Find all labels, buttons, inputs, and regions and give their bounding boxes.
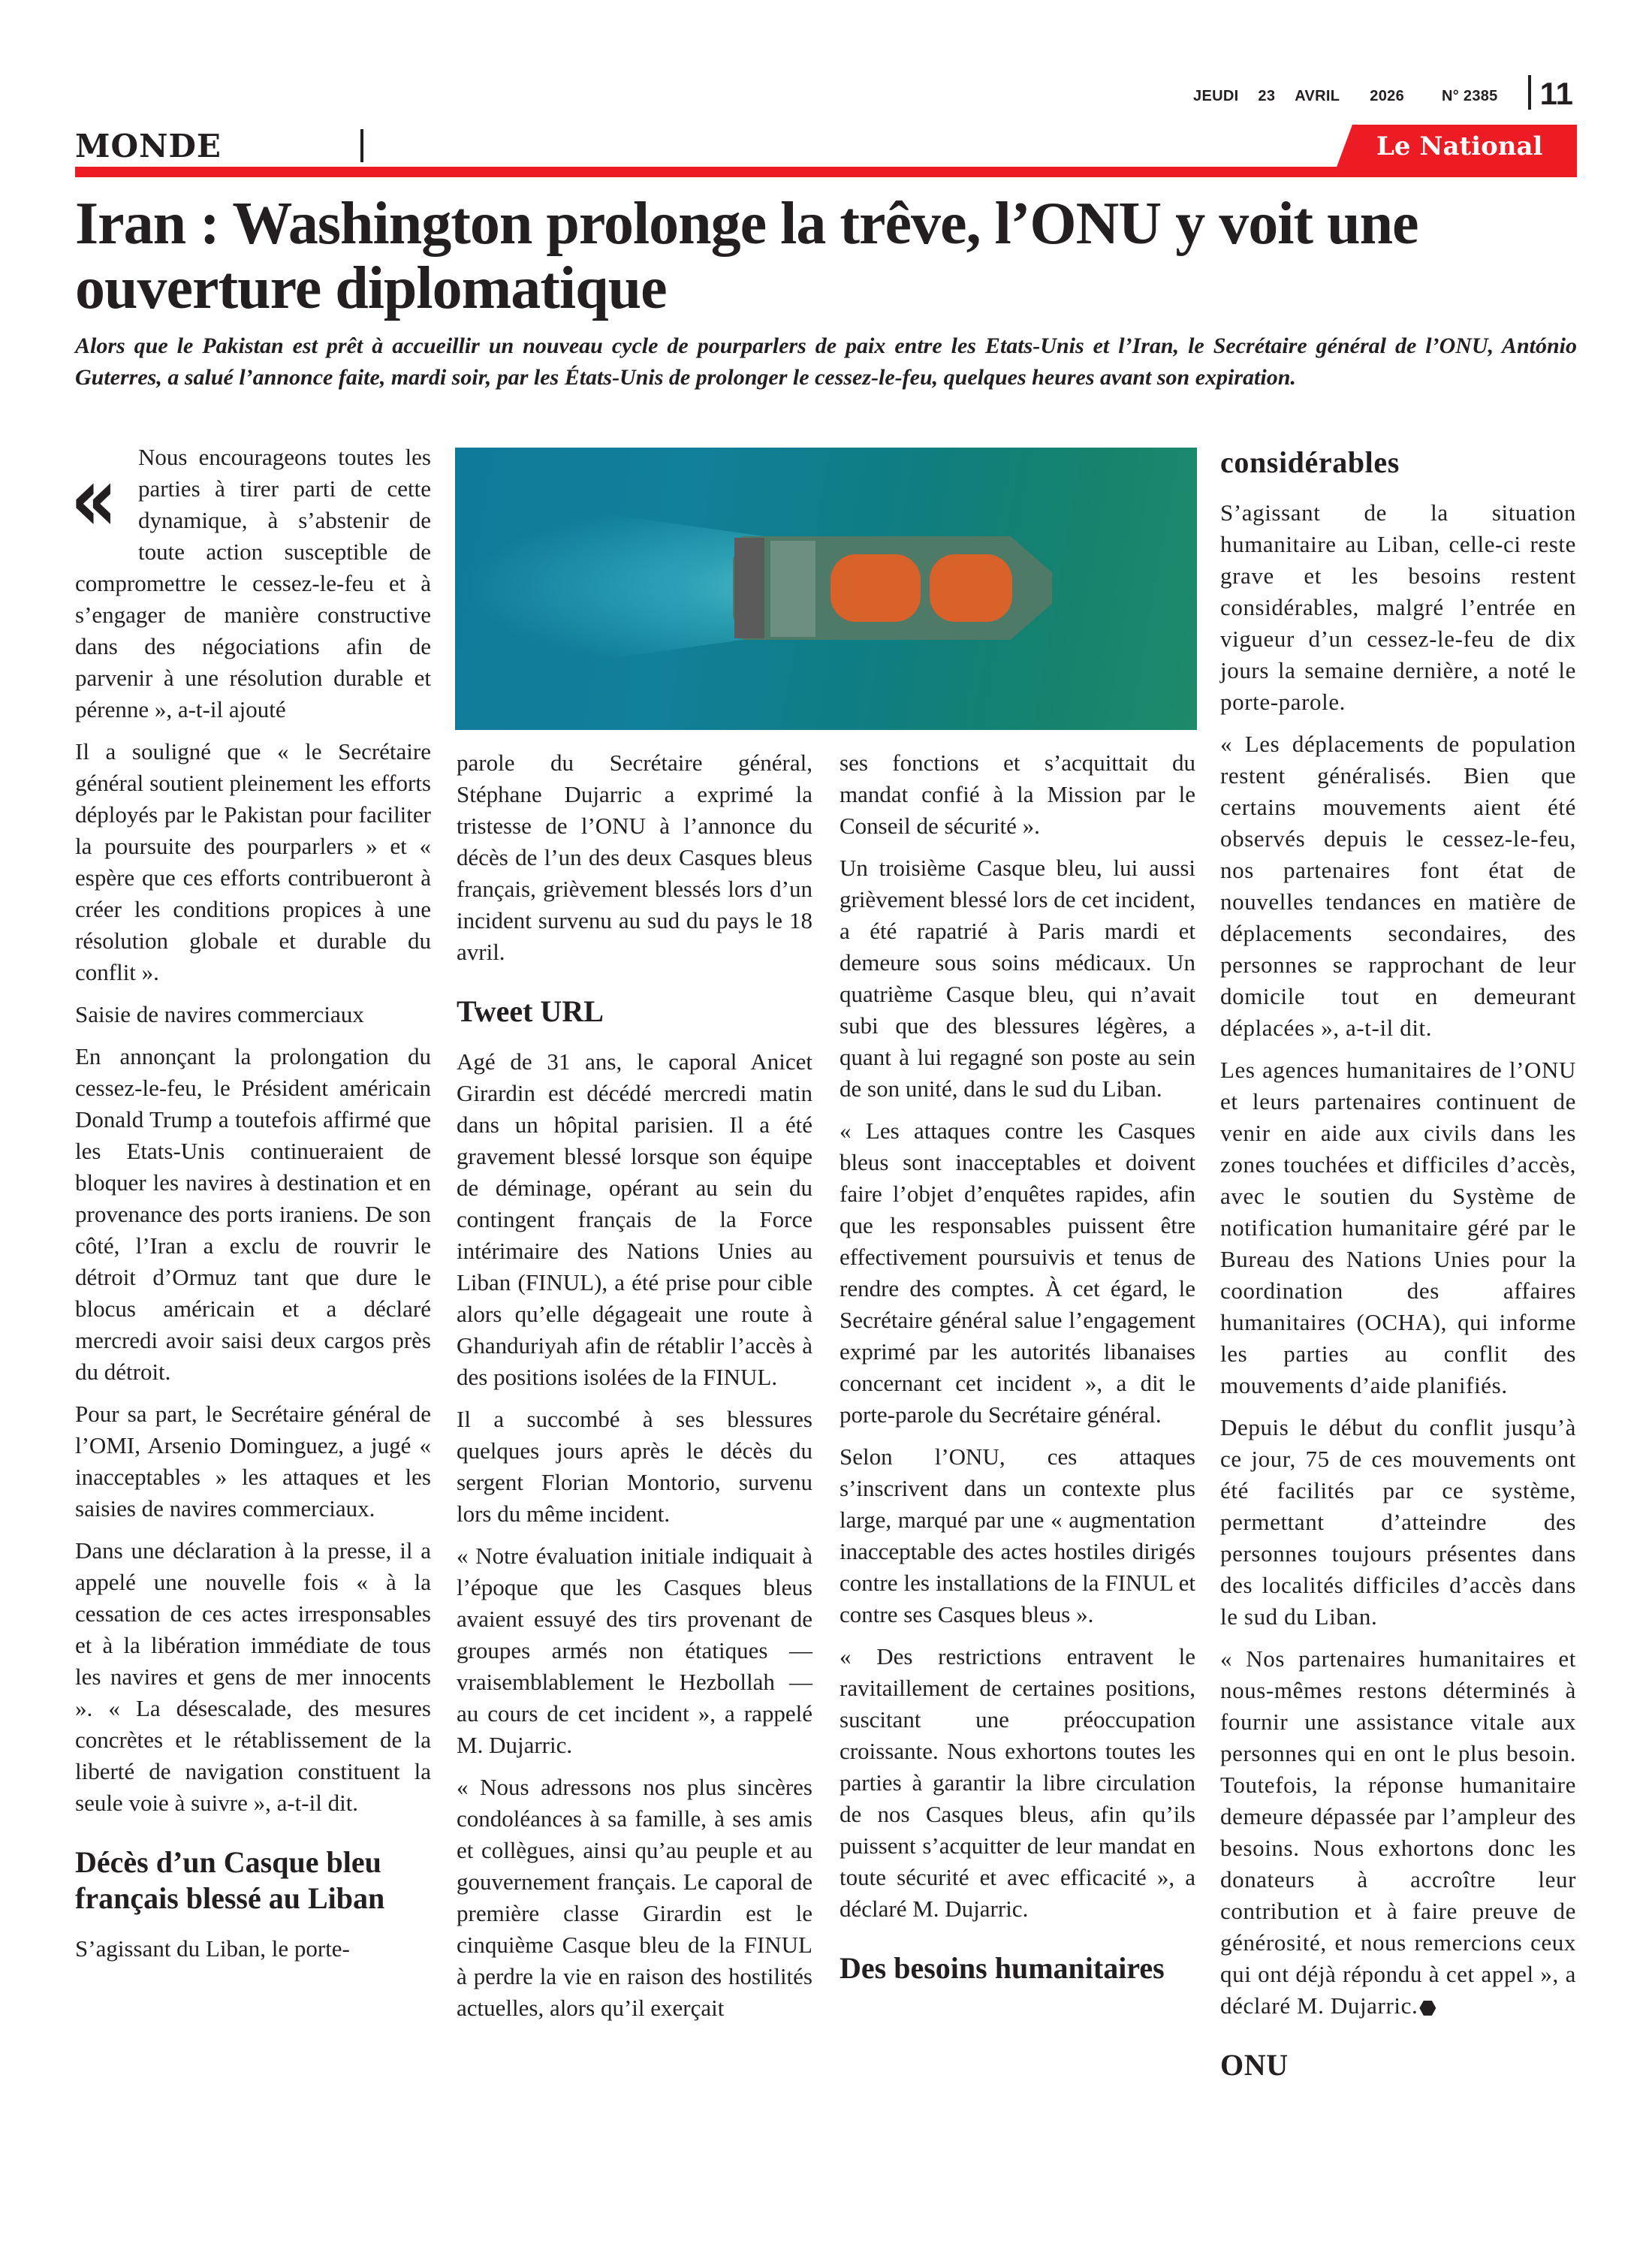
paragraph: Il a souligné que « le Secrétaire général soutient pleinement les efforts déployés par le Pakistan pour faciliter la poursuite des pourparlers » et « espère que ces efforts contribueront à créer les conditions propices à une résolution globale et durable du conflit ». bbox=[75, 738, 431, 985]
paragraph: « Nous adressons nos plus sincères condoléances à sa famille, à ses amis et collègues, ainsi qu’au peuple et au gouvernement français. Le caporal de première classe Girardin est le cinquième Casque bleu de la FINUL à perdre la vie en raison des hostilités actuelles, alors qu’il exerçait bbox=[457, 1774, 812, 2021]
ship-cargo-tank bbox=[930, 554, 1012, 622]
article-headline: Iran : Washington prolonge la trêve, l’ONU y voit une ouverture diplomatique bbox=[75, 191, 1418, 321]
section-heading: Des besoins humanitaires bbox=[840, 1951, 1165, 1985]
paragraph: En annonçant la prolongation du cessez-le-feu, le Président américain Donald Trump a toutefois affirmé que les Etats-Unis continueraient de bloquer les navires à destination et en provenance des ports iraniens. De son côté, l’Iran a exclu de rouvrir le détroit d’Ormuz tant que dure le blocus américain et a déclaré mercredi avoir saisi deux cargos près du détroit. bbox=[75, 1043, 431, 1385]
section-heading-continued: considérables bbox=[1220, 445, 1400, 479]
issue-year: 2026 bbox=[1370, 88, 1404, 104]
paragraph: Pour sa part, le Secrétaire général de l’OMI, Arsenio Dominguez, a jugé « inacceptables » les attaques et les saisies de navires commerciaux. bbox=[75, 1401, 431, 1522]
masthead-name: Le National bbox=[1376, 131, 1543, 161]
paragraph: Il a succombé à ses blessures quelques jours après le décès du sergent Florian Montorio, survenu lors du même incident. bbox=[457, 1406, 812, 1527]
paragraph: Un troisième Casque bleu, lui aussi grièvement blessé lors de cet incident, a été rapatrié à Paris mardi et demeure sous soins médicaux. Un quatrième Casque bleu, qui n’avait subi que des blessures légères, a quant à lui regagné son poste au sein de son unité, dans le sud du Liban. bbox=[840, 855, 1195, 1102]
subheading-inline: Saisie de navires commerciaux bbox=[75, 1001, 364, 1027]
paragraph: Dans une déclaration à la presse, il a appelé une nouvelle fois « à la cessation de ces actes irresponsables et à la libération immédiate de tous les navires et gens de mer innocents ». « La désescalade, des mesures concrètes et le rétablissement de la liberté de navigation constituent la seule voie à suivre », a-t-il dit. bbox=[75, 1537, 431, 1816]
issue-date: 23 bbox=[1258, 88, 1276, 104]
article-column-1 bbox=[71, 442, 431, 1975]
ship-bridge bbox=[770, 541, 815, 637]
issue-info bbox=[1174, 72, 1573, 110]
section-label: MONDE bbox=[75, 128, 222, 164]
section-heading: Tweet URL bbox=[457, 994, 604, 1028]
article-standfirst: Alors que le Pakistan est prêt à accueillir un nouveau cycle de pourparlers de paix entre les Etats-Unis et l’Iran, le Secrétaire général de l’ONU, António Guterres, a salué l’annonce faite, mardi soir, par les États-Unis de prolonger le cessez-le-feu, quelques heures avant son expiration. bbox=[75, 333, 1577, 390]
section-heading: Décès d’un Casque bleu français blessé au Liban bbox=[75, 1845, 385, 1915]
issue-number: N° 2385 bbox=[1442, 88, 1498, 104]
byline: ONU bbox=[1220, 2048, 1289, 2082]
issue-month: AVRIL bbox=[1295, 88, 1340, 104]
ship-cargo-tank bbox=[831, 554, 921, 622]
paragraph: parole du Secrétaire général, Stéphane Dujarric a exprimé la tristesse de l’ONU à l’annonce du décès de l’un des deux Casques bleus français, grièvement blessés lors d’un incident survenu au sud du pays le 18 avril. bbox=[457, 749, 812, 965]
paragraph: « Des restrictions entravent le ravitaillement de certaines positions, suscitant une préoccupation croissante. Nous exhortons toutes les parties à garantir la libre circulation de nos Casques bleus, afin qu’ils puissent s’acquitter de leur mandat en toute sécurité et avec efficacité », a déclaré M. Dujarric. bbox=[840, 1643, 1195, 1922]
page-number: 11 bbox=[1539, 76, 1573, 111]
page-number-divider bbox=[1528, 75, 1531, 110]
closing-paragraph: « Nos partenaires humanitaires et nous-mêmes restons déterminés à fournir une assistance vitale aux personnes qui en ont le plus besoin. Toutefois, la réponse humanitaire demeure dépassée par l’ampleur des besoins. Nous exhortons donc les donateurs à accroître leur contribution et à faire preuve de générosité, et nous remercions ceux qui ont déjà répondu à cet appel », a déclaré M. Dujarric. bbox=[1220, 1645, 1576, 2019]
paragraph: Les agences humanitaires de l’ONU et leurs partenaires continuent de venir en aide aux civils dans les zones touchées et difficiles d’accès, avec le soutien du Système de notification humanitaire géré par le Bureau des Nations Unies pour la coordination des affaires humanitaires (OCHA), qui informe les parties au conflit des mouvements d’aide planifiés. bbox=[1220, 1057, 1576, 1398]
paragraph: Selon l’ONU, ces attaques s’inscrivent dans un contexte plus large, marqué par une « augmentation inacceptable des actes hostiles dirigés contre les installations de la FINUL et contre ses Casques bleus ». bbox=[840, 1443, 1195, 1627]
paragraph: S’agissant du Liban, le porte- bbox=[75, 1935, 350, 1962]
issue-day: JEUDI bbox=[1193, 88, 1239, 104]
ship-stern-deck bbox=[734, 538, 764, 638]
paragraph: S’agissant de la situation humanitaire au Liban, celle-ci reste grave et les besoins restent considérables, malgré l’entrée en vigueur d’un cessez-le-feu de dix jours la semaine dernière, a noté le porte-parole. bbox=[1220, 499, 1576, 715]
paragraph: « Les attaques contre les Casques bleus sont inacceptables et doivent faire l’objet d’enquêtes rapides, afin que les responsables puissent être effectivement poursuivis et tenus de rendre des comptes. À cet égard, le Secrétaire général salue l’engagement exprimé par les autorités libanaises concernant cet incident », a dit le porte-parole du Secrétaire général. bbox=[840, 1117, 1195, 1428]
article-column-2 bbox=[457, 747, 812, 2034]
paragraph: « Notre évaluation initiale indiquait à l’époque que les Casques bleus avaient essuyé des tirs provenant de groupes armés non étatiques — vraisemblablement le Hezbollah — au cours de cet incident », a rappelé M. Dujarric. bbox=[457, 1543, 812, 1758]
paragraph: « Les déplacements de population restent généralisés. Bien que certains mouvements aient été observés depuis le cessez-le-feu, nos partenaires font état de nouvelles tendances en matière de déplacements secondaires, des personnes se rapprochant de leur domicile tout en demeurant déplacées », a-t-il dit. bbox=[1220, 731, 1576, 1041]
end-of-article-icon bbox=[1419, 2001, 1436, 2016]
paragraph: Agé de 31 ans, le caporal Anicet Girardin est décédé mercredi matin dans un hôpital parisien. Il a été gravement blessé lorsque son équipe de déminage, opérant au sein du contingent français de la Force intérimaire des Nations Unies au Liban (FINUL), a été prise pour cible alors qu’elle dégageait une route à Ghanduriyah afin de rétablir l’accès à des positions isolées de la FINUL. bbox=[457, 1048, 812, 1390]
article-column-4 bbox=[1220, 445, 1576, 2100]
article-column-3 bbox=[840, 747, 1195, 2003]
paragraph: ses fonctions et s’acquittait du mandat confié à la Mission par le Conseil de sécurité ». bbox=[840, 749, 1195, 839]
section-divider bbox=[360, 129, 363, 162]
quote-mark-icon: « bbox=[71, 448, 118, 552]
paragraph: Depuis le début du conflit jusqu’à ce jour, 75 de ces mouvements ont été facilités par ce système, permettant d’atteindre des personnes toujours présentes dans des localités difficiles d’accès dans le sud du Liban. bbox=[1220, 1414, 1576, 1630]
ship-aerial-photo bbox=[455, 448, 1197, 730]
opening-paragraph: « Nous encourageons toutes les parties à tirer parti de cette dynamique, à s’abstenir de toute action susceptible de compromettre le cessez-le-feu et à s’engager de manière constructive dans des négociations afin de parvenir à une résolution durable et pérenne », a-t-il ajouté bbox=[71, 444, 431, 722]
